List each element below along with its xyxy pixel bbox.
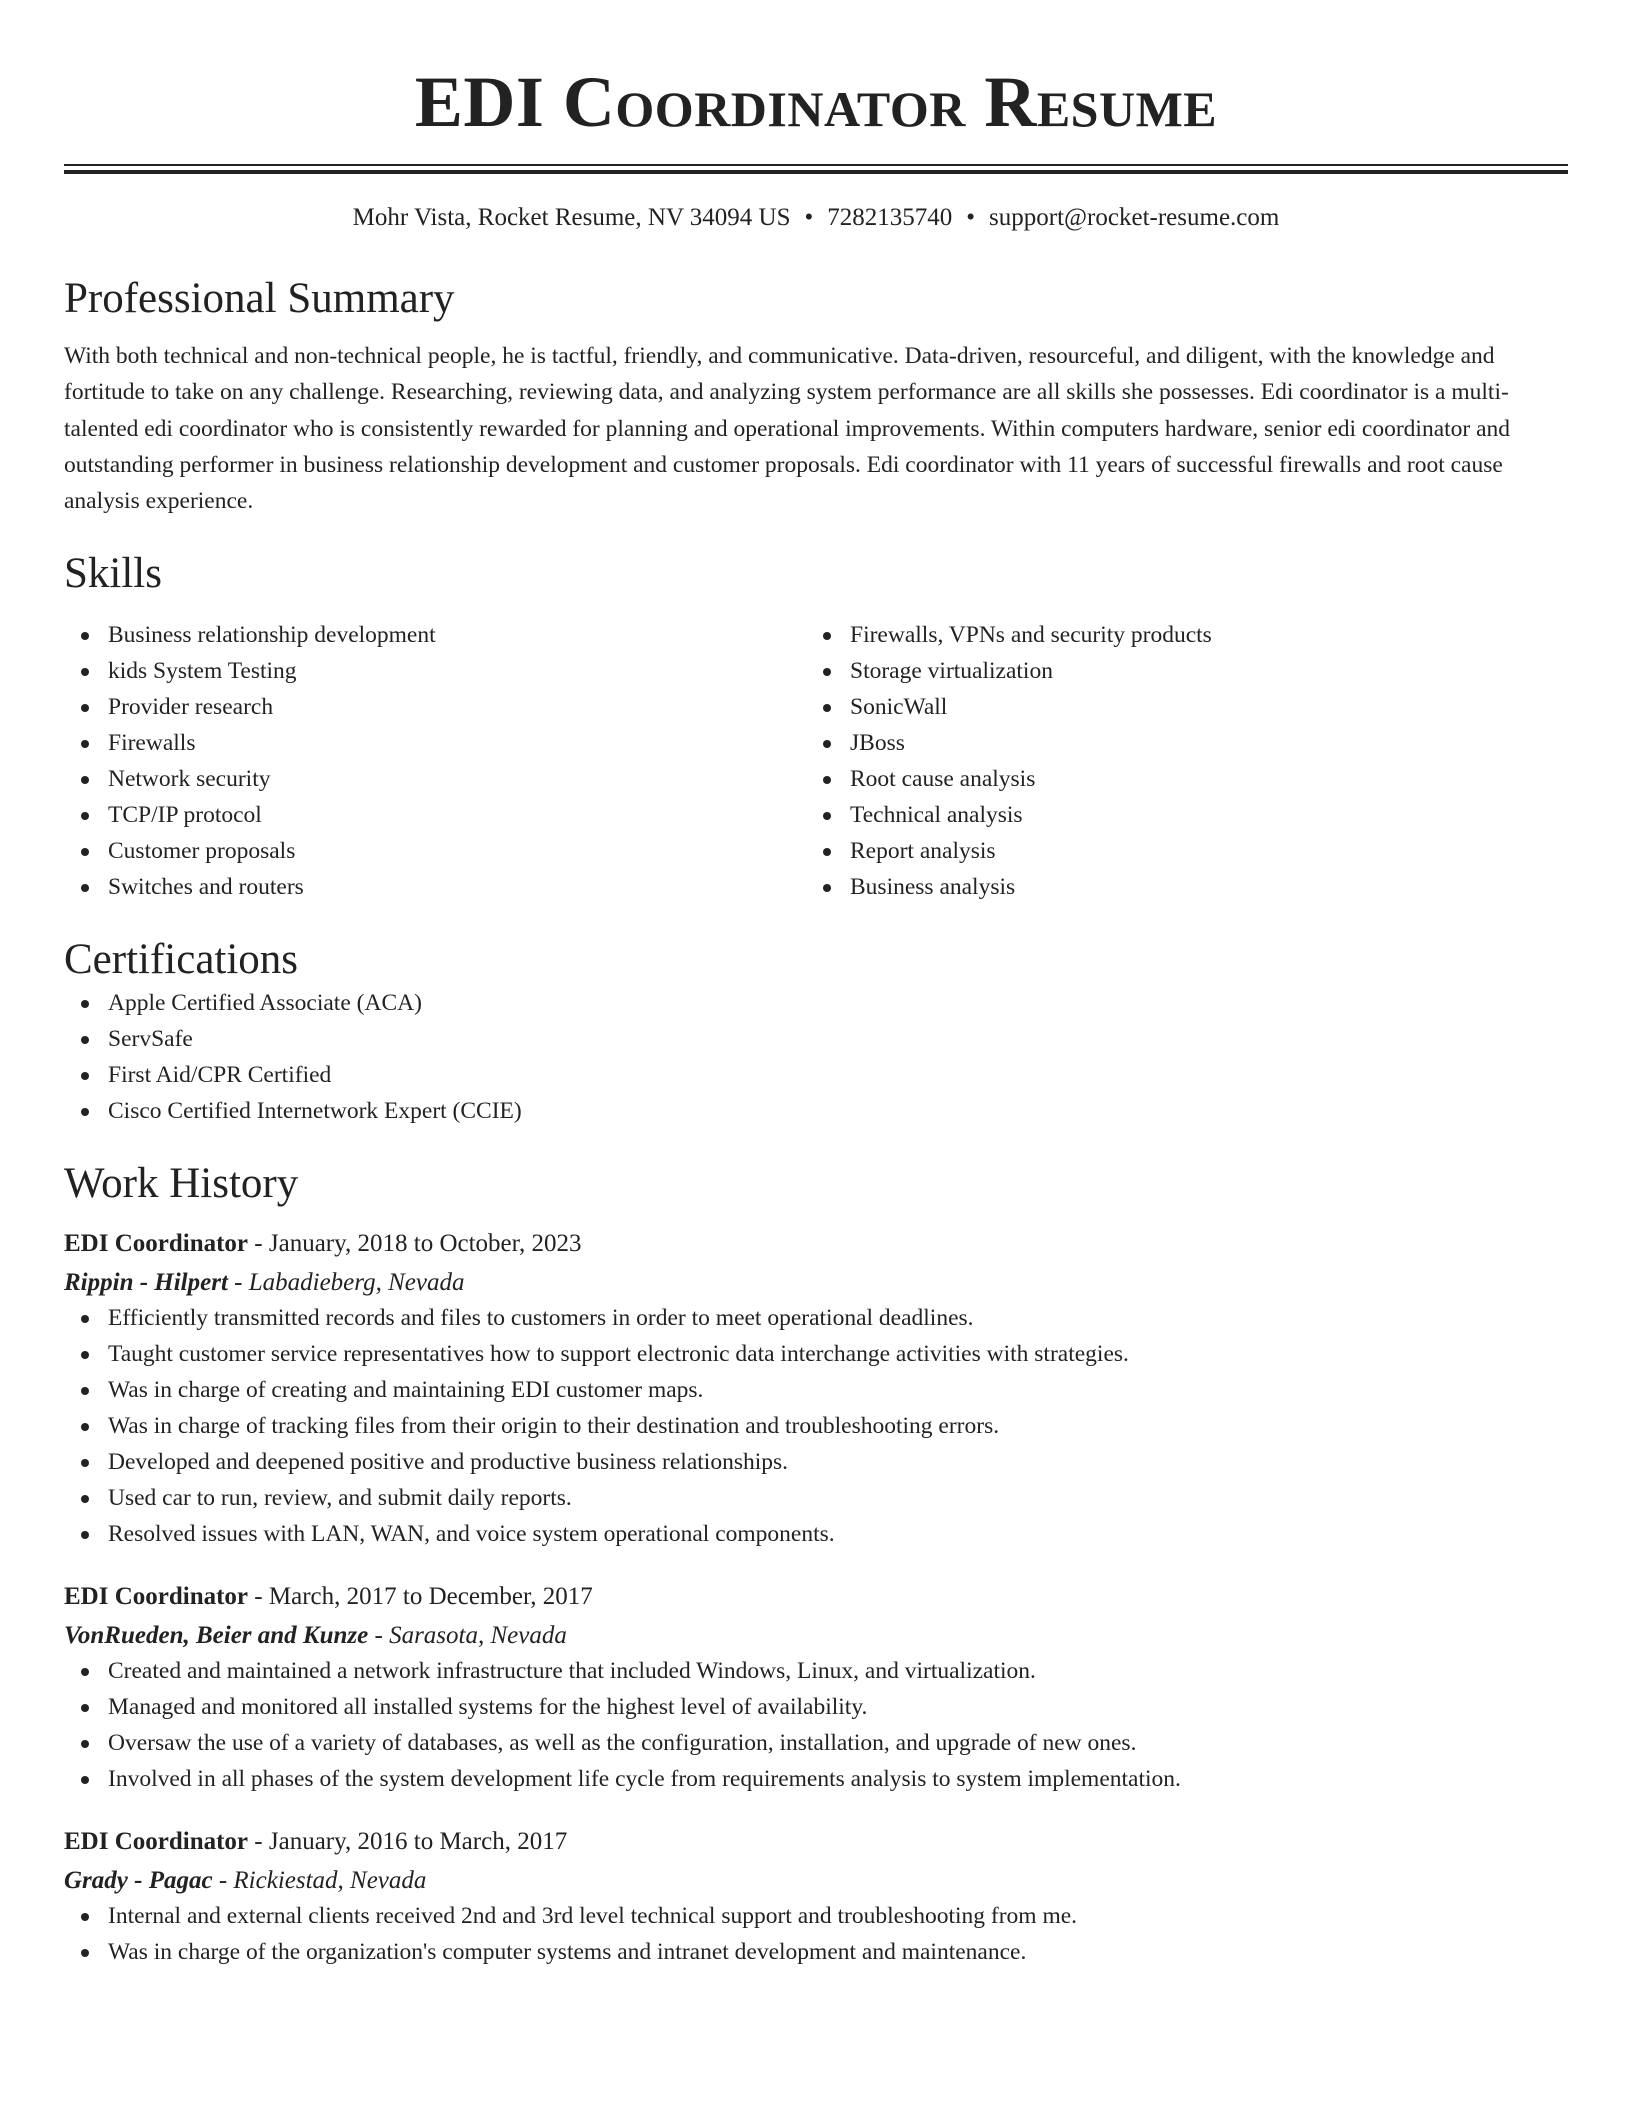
job-company: Grady - Pagac	[64, 1867, 213, 1895]
skill-item: Storage virtualization	[806, 653, 1548, 689]
bullet-icon	[823, 632, 831, 640]
work-history-heading: Work History	[64, 1160, 299, 1208]
bullet-icon	[81, 1704, 89, 1712]
contact-info	[64, 202, 1568, 234]
skill-item: JBoss	[806, 725, 1548, 761]
job-duties-list	[64, 1653, 1568, 1797]
bullet-icon	[823, 740, 831, 748]
resume-title: EDI Coordinator Resume	[414, 62, 1218, 142]
certifications-list	[64, 985, 1568, 1129]
skill-item: Switches and routers	[64, 869, 806, 905]
contact-phone: 7282135740	[827, 204, 953, 231]
bullet-icon	[81, 884, 89, 892]
skills-columns	[64, 617, 1568, 905]
job-dates: January, 2016 to March, 2017	[268, 1828, 568, 1856]
skill-item: TCP/IP protocol	[64, 797, 806, 833]
bullet-icon	[81, 1351, 89, 1359]
job-duty: Was in charge of creating and maintaining EDI customer maps.	[64, 1372, 1568, 1408]
job-role: EDI Coordinator	[64, 1230, 249, 1258]
job-duties-list	[64, 1300, 1568, 1552]
skill-item: Provider research	[64, 689, 806, 725]
job-company: Rippin - Hilpert	[64, 1269, 228, 1297]
bullet-icon	[81, 1387, 89, 1395]
skill-item: Technical analysis	[806, 797, 1548, 833]
bullet-icon	[823, 812, 831, 820]
contact-separator: •	[966, 204, 976, 231]
bullet-icon	[81, 1495, 89, 1503]
bullet-icon	[81, 1949, 89, 1957]
job-duties-list	[64, 1898, 1568, 1970]
bullet-icon	[823, 884, 831, 892]
bullet-icon	[81, 632, 89, 640]
skill-item: Network security	[64, 761, 806, 797]
job-location: Sarasota, Nevada	[389, 1622, 567, 1650]
bullet-icon	[81, 776, 89, 784]
job-title-line: EDI Coordinator - March, 2017 to December, 2017	[64, 1583, 593, 1611]
job-duty: Was in charge of the organization's computer systems and intranet development and maintenance.	[64, 1934, 1568, 1970]
skill-item: SonicWall	[806, 689, 1548, 725]
bullet-icon	[81, 704, 89, 712]
job-dates: January, 2018 to October, 2023	[268, 1230, 582, 1258]
job-title-line: EDI Coordinator - January, 2018 to October, 2023	[64, 1230, 582, 1258]
skill-item: Root cause analysis	[806, 761, 1548, 797]
contact-email: support@rocket-resume.com	[989, 204, 1280, 231]
certifications-heading: Certifications	[64, 936, 299, 984]
job-duty: Involved in all phases of the system development life cycle from requirements analysis to system implementation.	[64, 1761, 1568, 1797]
job-duty: Efficiently transmitted records and files to customers in order to meet operational deadlines.	[64, 1300, 1568, 1336]
bullet-icon	[823, 668, 831, 676]
bullet-icon	[81, 1423, 89, 1431]
bullet-icon	[81, 1740, 89, 1748]
certification-item: Apple Certified Associate (ACA)	[64, 985, 1568, 1021]
job-company: VonRueden, Beier and Kunze	[64, 1622, 369, 1650]
certification-item: Cisco Certified Internetwork Expert (CCIE)	[64, 1093, 1568, 1129]
job-duty: Internal and external clients received 2nd and 3rd level technical support and troubleshooting from me.	[64, 1898, 1568, 1934]
job-company-line: Rippin - Hilpert - Labadieberg, Nevada	[64, 1269, 465, 1297]
certification-item: ServSafe	[64, 1021, 1568, 1057]
divider-thin-line	[64, 164, 1568, 166]
bullet-icon	[823, 776, 831, 784]
bullet-icon	[81, 740, 89, 748]
contact-address: Mohr Vista, Rocket Resume, NV 34094 US	[352, 204, 791, 231]
skill-item: Customer proposals	[64, 833, 806, 869]
bullet-icon	[81, 1668, 89, 1676]
job-duty: Was in charge of tracking files from their origin to their destination and troubleshooting errors.	[64, 1408, 1568, 1444]
job-duty: Used car to run, review, and submit daily reports.	[64, 1480, 1568, 1516]
skill-item: Business analysis	[806, 869, 1548, 905]
skill-item: kids System Testing	[64, 653, 806, 689]
contact-separator: •	[804, 204, 814, 231]
job-entry	[64, 1580, 1568, 1797]
bullet-icon	[81, 1315, 89, 1323]
bullet-icon	[81, 668, 89, 676]
job-duty: Resolved issues with LAN, WAN, and voice system operational components.	[64, 1516, 1568, 1552]
bullet-icon	[81, 1072, 89, 1080]
job-entry	[64, 1227, 1568, 1552]
job-location: Rickiestad, Nevada	[233, 1867, 427, 1895]
skill-item: Firewalls	[64, 725, 806, 761]
summary-heading: Professional Summary	[64, 275, 455, 322]
job-entry	[64, 1825, 1568, 1970]
job-title-line: EDI Coordinator - January, 2016 to March, 2017	[64, 1828, 568, 1856]
summary-text: With both technical and non-technical people, he is tactful, friendly, and communicative. Data-driven, resourceful, and diligent, with the knowledge and fortitude to take on any challenge. Researching, reviewing data, and analyzing system performance are all skills she possesses. Edi coordinator is a multi-talented edi coordinator who is consistently rewarded for planning and operational improvements. Within computers hardware, senior edi coordinator and outstanding performer in business relationship development and customer proposals. Edi coordinator with 11 years of successful firewalls and root cause analysis experience.	[64, 343, 1511, 515]
bullet-icon	[81, 848, 89, 856]
job-dates: March, 2017 to December, 2017	[268, 1583, 593, 1611]
bullet-icon	[81, 1776, 89, 1784]
job-duty: Created and maintained a network infrastructure that included Windows, Linux, and virtualization.	[64, 1653, 1568, 1689]
bullet-icon	[81, 1108, 89, 1116]
job-duty: Managed and monitored all installed systems for the highest level of availability.	[64, 1689, 1568, 1725]
bullet-icon	[823, 848, 831, 856]
resume-page	[64, 0, 1568, 1970]
bullet-icon	[823, 704, 831, 712]
bullet-icon	[81, 1531, 89, 1539]
job-company-line: Grady - Pagac - Rickiestad, Nevada	[64, 1867, 427, 1895]
skills-right-column	[806, 617, 1548, 905]
bullet-icon	[81, 1913, 89, 1921]
job-duty: Oversaw the use of a variety of databases, as well as the configuration, installation, and upgrade of new ones.	[64, 1725, 1568, 1761]
job-role: EDI Coordinator	[64, 1828, 249, 1856]
bullet-icon	[81, 1000, 89, 1008]
job-duty: Taught customer service representatives how to support electronic data interchange activities with strategies.	[64, 1336, 1568, 1372]
bullet-icon	[81, 812, 89, 820]
job-company-line: VonRueden, Beier and Kunze - Sarasota, Nevada	[64, 1622, 567, 1650]
skill-item: Firewalls, VPNs and security products	[806, 617, 1548, 653]
divider-thick-line	[64, 170, 1568, 174]
certification-item: First Aid/CPR Certified	[64, 1057, 1568, 1093]
bullet-icon	[81, 1036, 89, 1044]
job-duty: Developed and deepened positive and productive business relationships.	[64, 1444, 1568, 1480]
skills-heading: Skills	[64, 550, 162, 598]
title-divider	[64, 164, 1568, 174]
skill-item: Business relationship development	[64, 617, 806, 653]
skill-item: Report analysis	[806, 833, 1548, 869]
job-location: Labadieberg, Nevada	[248, 1269, 465, 1297]
job-role: EDI Coordinator	[64, 1583, 249, 1611]
bullet-icon	[81, 1459, 89, 1467]
skills-left-column	[64, 617, 806, 905]
